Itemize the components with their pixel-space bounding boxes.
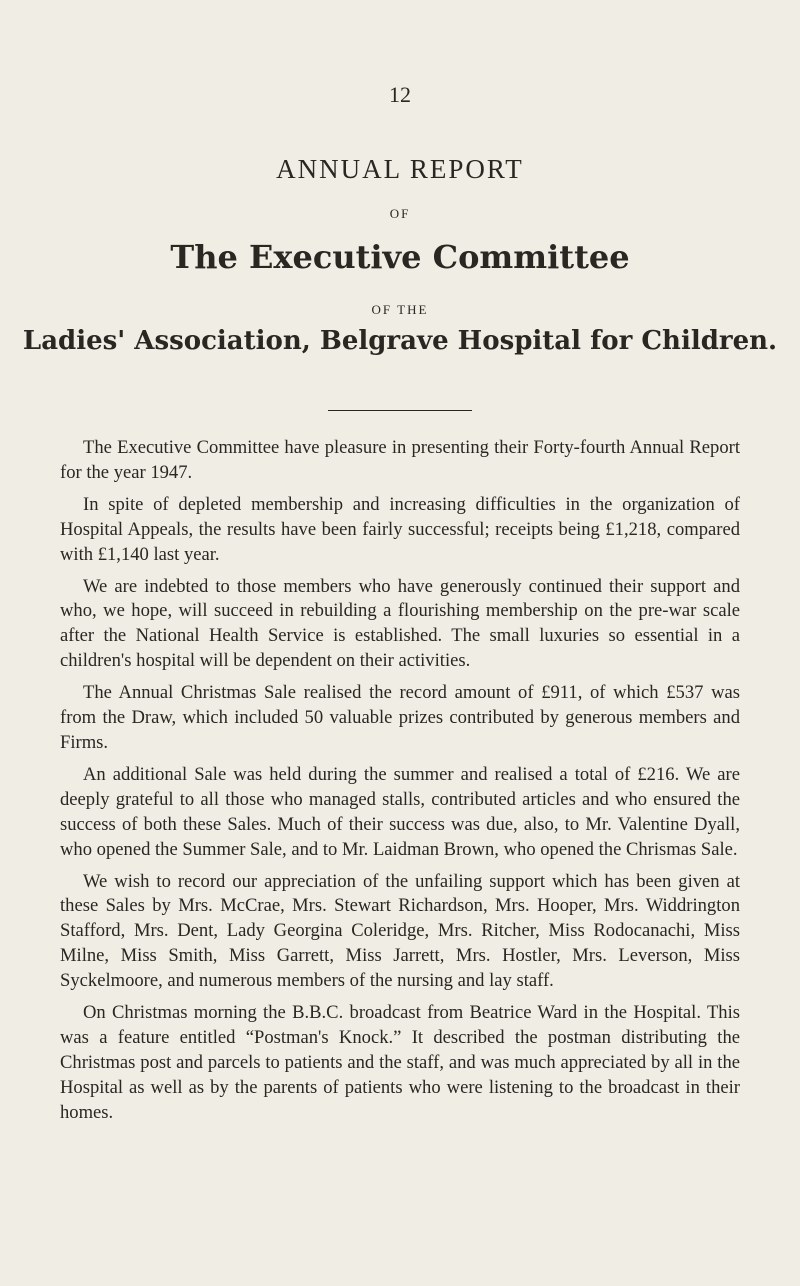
committee-heading: The Executive Committee: [170, 238, 630, 276]
paragraph-intro: The Executive Committee have pleasure in presenting their Forty-fourth Annual Report for the year 1947.: [60, 437, 740, 483]
association-heading: Ladies' Association, Belgrave Hospital for Children.: [22, 326, 778, 356]
paragraph-members: We are indebted to those members who have generously continued their support and who, we hope, will succeed in rebuilding a flourishing membership on the pre-war scale after the National Health Service is established. The small luxuries so essential in a children's hospital will be dependent on their activities.: [60, 575, 740, 672]
of-label: OF: [389, 206, 411, 221]
report-title: ANNUAL REPORT: [276, 154, 524, 184]
of-the-label: OF THE: [371, 302, 429, 317]
paragraph-summer-sale: An additional Sale was held during the summer and realised a total of £216. We are deeply grateful to all those who managed stalls, contributed articles and who ensured the success of both these Sales. Much of their success was due, also, to Mr. Valentine Dyall, who opened the Summer Sale, and to Mr. Laidman Brown, who opened the Chrismas Sale.: [60, 763, 740, 860]
paragraph-broadcast: On Christmas morning the B.B.C. broadcast from Beatrice Ward in the Hospital. This was a feature entitled “Postman's Knock.” It described the postman distributing the Christmas post and parcels to patients and the staff, and was much appreciated by all in the Hospital as well as by the parents of patients who were listening to the broadcast in their homes.: [60, 1002, 740, 1123]
paragraph-appreciation: We wish to record our appreciation of the unfailing support which has been given at these Sales by Mrs. McCrae, Mrs. Stewart Richardson, Mrs. Hooper, Mrs. Widdrington Stafford, Mrs. Dent, Lady Georgina Coleridge, Mrs. Ritcher, Miss Rodocanachi, Miss Milne, Miss Smith, Miss Garrett, Miss Jarrett, Mrs. Hostler, Mrs. Leverson, Miss Syckelmoore, and numerous members of the nursing and lay staff.: [60, 870, 740, 992]
report-body: [60, 436, 740, 1133]
paragraph-receipts: In spite of depleted membership and increasing difficulties in the organization of Hospital Appeals, the results have been fairly successful; receipts being £1,218, compared with £1,140 last year.: [60, 493, 740, 565]
divider-rule: [328, 410, 472, 411]
page-number: 12: [389, 82, 411, 107]
paragraph-christmas-sale: The Annual Christmas Sale realised the record amount of £911, of which £537 was from the Draw, which included 50 valuable prizes contributed by generous members and Firms.: [60, 682, 740, 753]
